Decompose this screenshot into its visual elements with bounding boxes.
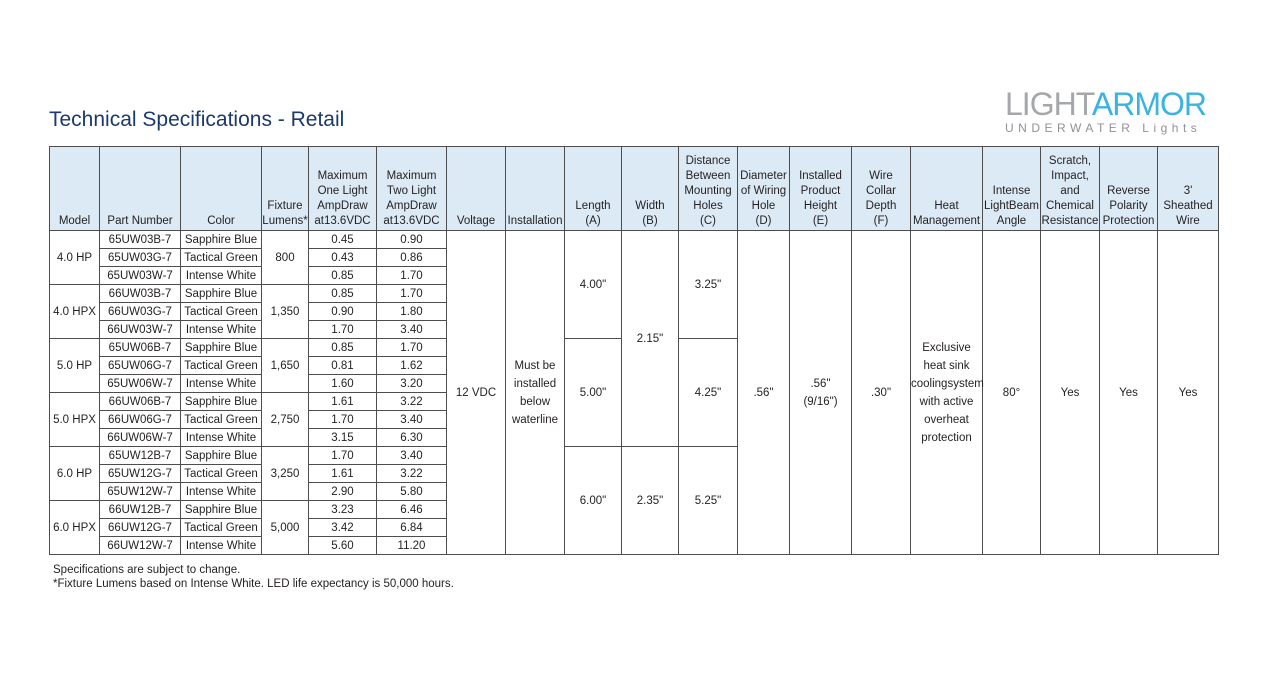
header-label: Scratch, (1048, 155, 1092, 167)
header-label: Fixture (267, 200, 303, 212)
column-header (852, 147, 911, 231)
one-light-amp-cell: 1.70 (309, 411, 377, 429)
one-light-amp-cell: 0.81 (309, 357, 377, 375)
color-cell: Tactical Green (181, 357, 262, 375)
sheathed-wire-cell: Yes (1158, 231, 1219, 555)
one-light-amp-cell: 1.70 (309, 447, 377, 465)
header-label: of Wiring (740, 185, 787, 197)
column-header (50, 147, 100, 231)
two-light-amp-cell: 11.20 (377, 537, 447, 555)
two-light-amp-cell: 0.90 (377, 231, 447, 249)
header-label: Holes (693, 200, 723, 212)
header-label: Maximum (386, 170, 437, 182)
header-label: LightBeam (984, 200, 1039, 212)
one-light-amp-cell: 0.45 (309, 231, 377, 249)
one-light-amp-cell: 0.90 (309, 303, 377, 321)
two-light-amp-cell: 5.80 (377, 483, 447, 501)
page-title: Technical Specifications - Retail (49, 108, 345, 131)
color-cell: Sapphire Blue (181, 393, 262, 411)
color-cell: Intense White (181, 375, 262, 393)
logo-tagline: UNDERWATER Lights (1005, 121, 1202, 135)
one-light-amp-cell: 2.90 (309, 483, 377, 501)
heat-management-cell-line: heat sink (923, 359, 970, 372)
header-label: Voltage (456, 215, 496, 227)
heat-management-cell-line: coolingsystem (911, 377, 984, 390)
header-label: Distance (685, 155, 731, 167)
length-cell: 6.00" (565, 447, 622, 555)
installation-cell-line: below (519, 395, 551, 408)
header-label: Product (800, 185, 841, 197)
two-light-amp-cell: 3.22 (377, 393, 447, 411)
one-light-amp-cell: 1.61 (309, 465, 377, 483)
logo-light-text: LIGHT (1005, 86, 1092, 122)
one-light-amp-cell: 3.15 (309, 429, 377, 447)
two-light-amp-cell: 6.46 (377, 501, 447, 519)
header-label: (D) (755, 215, 772, 227)
model-cell: 5.0 HP (50, 339, 100, 393)
installation-cell (506, 231, 565, 555)
model-cell: 4.0 HPX (50, 285, 100, 339)
lumens-cell: 800 (262, 231, 309, 285)
color-cell: Intense White (181, 267, 262, 285)
color-cell: Sapphire Blue (181, 231, 262, 249)
header-label: Lumens* (262, 215, 308, 227)
column-header (911, 147, 983, 231)
header-row (50, 147, 1219, 231)
two-light-amp-cell: 1.70 (377, 285, 447, 303)
color-cell: Sapphire Blue (181, 501, 262, 519)
two-light-amp-cell: 1.80 (377, 303, 447, 321)
column-header (679, 147, 738, 231)
polarity-cell: Yes (1100, 231, 1158, 555)
part-number-cell: 65UW06B-7 (100, 339, 181, 357)
two-light-amp-cell: 1.70 (377, 267, 447, 285)
two-light-amp-cell: 3.40 (377, 321, 447, 339)
color-cell: Sapphire Blue (181, 285, 262, 303)
heat-management-cell-line: overheat (924, 413, 969, 426)
header-label: Diameter (740, 170, 787, 182)
lumens-cell: 3,250 (262, 447, 309, 501)
header-label: at13.6VDC (314, 215, 371, 227)
two-light-amp-cell: 3.40 (377, 411, 447, 429)
header-label: 3' (1183, 185, 1193, 197)
part-number-cell: 66UW06G-7 (100, 411, 181, 429)
light-armor-logo (1005, 86, 1206, 135)
column-header (1158, 147, 1219, 231)
one-light-amp-cell: 1.70 (309, 321, 377, 339)
header-label: Chemical (1046, 200, 1094, 212)
table-row (50, 231, 1219, 249)
header-label: Intense (992, 185, 1031, 197)
header-label: AmpDraw (386, 200, 437, 212)
part-number-cell: 65UW03G-7 (100, 249, 181, 267)
part-number-cell: 65UW12W-7 (100, 483, 181, 501)
header-label: Width (635, 200, 665, 212)
column-header (1100, 147, 1158, 231)
two-light-amp-cell: 6.84 (377, 519, 447, 537)
part-number-cell: 65UW03W-7 (100, 267, 181, 285)
header-label: Reverse (1107, 185, 1150, 197)
heat-management-cell-line: with active (919, 395, 974, 408)
color-cell: Sapphire Blue (181, 339, 262, 357)
one-light-amp-cell: 3.42 (309, 519, 377, 537)
header-label: Protection (1102, 215, 1155, 227)
part-number-cell: 66UW12W-7 (100, 537, 181, 555)
installation-cell-line: waterline (511, 413, 559, 426)
header-label: (F) (873, 215, 889, 227)
color-cell: Intense White (181, 429, 262, 447)
header-label: One Light (317, 185, 368, 197)
model-cell: 6.0 HPX (50, 501, 100, 555)
two-light-amp-cell: 1.62 (377, 357, 447, 375)
column-header (309, 147, 377, 231)
header-label: Resistance (1041, 215, 1099, 227)
color-cell: Intense White (181, 483, 262, 501)
one-light-amp-cell: 5.60 (309, 537, 377, 555)
header-label: Maximum (317, 170, 368, 182)
column-header (181, 147, 262, 231)
header-label: Sheathed (1163, 200, 1213, 212)
column-header (262, 147, 309, 231)
header-label: (A) (585, 215, 601, 227)
part-number-cell: 66UW06W-7 (100, 429, 181, 447)
footnote-line: *Fixture Lumens based on Intense White. LED life expectancy is 50,000 hours. (53, 578, 454, 590)
part-number-cell: 65UW06W-7 (100, 375, 181, 393)
header-label: at13.6VDC (383, 215, 440, 227)
wiring-hole-cell: .56" (738, 231, 790, 555)
lumens-cell: 1,650 (262, 339, 309, 393)
heat-management-cell-line: protection (921, 431, 972, 444)
header-label: Hole (751, 200, 776, 212)
header-label: Part Number (107, 215, 173, 227)
column-header (377, 147, 447, 231)
model-cell: 5.0 HPX (50, 393, 100, 447)
one-light-amp-cell: 1.60 (309, 375, 377, 393)
color-cell: Intense White (181, 537, 262, 555)
logo-armor-text: ARMOR (1091, 86, 1206, 122)
column-header (738, 147, 790, 231)
header-label: Color (207, 215, 235, 227)
heat-management-cell (911, 231, 983, 555)
header-label: Length (575, 200, 611, 212)
lumens-cell: 5,000 (262, 501, 309, 555)
header-label: Angle (996, 215, 1027, 227)
width-cell: 2.35" (622, 447, 679, 555)
header-label: Installation (507, 215, 563, 227)
part-number-cell: 66UW03G-7 (100, 303, 181, 321)
mounting-holes-cell: 5.25" (679, 447, 738, 555)
one-light-amp-cell: 3.23 (309, 501, 377, 519)
color-cell: Tactical Green (181, 411, 262, 429)
mounting-holes-cell: 4.25" (679, 339, 738, 447)
one-light-amp-cell: 0.85 (309, 339, 377, 357)
mounting-holes-cell: 3.25" (679, 231, 738, 339)
header-label: (C) (700, 215, 716, 227)
header-label: Collar (865, 185, 897, 197)
length-cell: 5.00" (565, 339, 622, 447)
two-light-amp-cell: 1.70 (377, 339, 447, 357)
header-label: Wire (1176, 215, 1200, 227)
lumens-cell: 1,350 (262, 285, 309, 339)
model-cell: 6.0 HP (50, 447, 100, 501)
header-label: Installed (799, 170, 842, 182)
product-height-cell-line: .56" (810, 377, 831, 390)
width-cell: 2.15" (622, 231, 679, 447)
footnotes (53, 563, 454, 591)
column-header (565, 147, 622, 231)
one-light-amp-cell: 0.43 (309, 249, 377, 267)
column-header (622, 147, 679, 231)
header-label: Height (803, 200, 838, 212)
part-number-cell: 66UW12G-7 (100, 519, 181, 537)
installation-cell-line: Must be (514, 359, 556, 372)
product-height-cell-line: (9/16") (803, 395, 838, 408)
footnote-line: Specifications are subject to change. (53, 564, 241, 576)
header-label: Wire (869, 170, 893, 182)
resistance-cell: Yes (1041, 231, 1100, 555)
length-cell: 4.00" (565, 231, 622, 339)
column-header (1041, 147, 1100, 231)
header-label: AmpDraw (317, 200, 368, 212)
color-cell: Tactical Green (181, 303, 262, 321)
table-body (50, 231, 1219, 555)
installation-cell-line: installed (513, 377, 557, 390)
part-number-cell: 66UW06B-7 (100, 393, 181, 411)
header-label: Two Light (386, 185, 437, 197)
header-label: Polarity (1109, 200, 1148, 212)
header-label: (E) (812, 215, 829, 227)
header-label: Heat (934, 200, 959, 212)
one-light-amp-cell: 0.85 (309, 267, 377, 285)
one-light-amp-cell: 1.61 (309, 393, 377, 411)
one-light-amp-cell: 0.85 (309, 285, 377, 303)
column-header (983, 147, 1041, 231)
specifications-table (49, 146, 1219, 555)
header-label: Mounting (684, 185, 732, 197)
color-cell: Tactical Green (181, 519, 262, 537)
heat-management-cell-line: Exclusive (922, 341, 971, 354)
column-header (506, 147, 565, 231)
two-light-amp-cell: 3.40 (377, 447, 447, 465)
header-label: (B) (642, 215, 658, 227)
collar-depth-cell: .30" (852, 231, 911, 555)
color-cell: Intense White (181, 321, 262, 339)
color-cell: Sapphire Blue (181, 447, 262, 465)
two-light-amp-cell: 3.20 (377, 375, 447, 393)
color-cell: Tactical Green (181, 465, 262, 483)
column-header (100, 147, 181, 231)
lumens-cell: 2,750 (262, 393, 309, 447)
header-label: Model (58, 215, 91, 227)
header-label: Management (912, 215, 981, 227)
model-cell: 4.0 HP (50, 231, 100, 285)
column-header (447, 147, 506, 231)
header-label: Impact, (1051, 170, 1089, 182)
part-number-cell: 66UW12B-7 (100, 501, 181, 519)
color-cell: Tactical Green (181, 249, 262, 267)
column-header (790, 147, 852, 231)
part-number-cell: 66UW03W-7 (100, 321, 181, 339)
part-number-cell: 65UW06G-7 (100, 357, 181, 375)
part-number-cell: 65UW12B-7 (100, 447, 181, 465)
two-light-amp-cell: 6.30 (377, 429, 447, 447)
part-number-cell: 65UW03B-7 (100, 231, 181, 249)
header-label: Between (685, 170, 731, 182)
voltage-cell: 12 VDC (447, 231, 506, 555)
header-label: and (1060, 185, 1080, 197)
beam-angle-cell: 80° (983, 231, 1041, 555)
two-light-amp-cell: 0.86 (377, 249, 447, 267)
header-label: Depth (865, 200, 897, 212)
two-light-amp-cell: 3.22 (377, 465, 447, 483)
part-number-cell: 65UW12G-7 (100, 465, 181, 483)
product-height-cell (790, 231, 852, 555)
part-number-cell: 66UW03B-7 (100, 285, 181, 303)
